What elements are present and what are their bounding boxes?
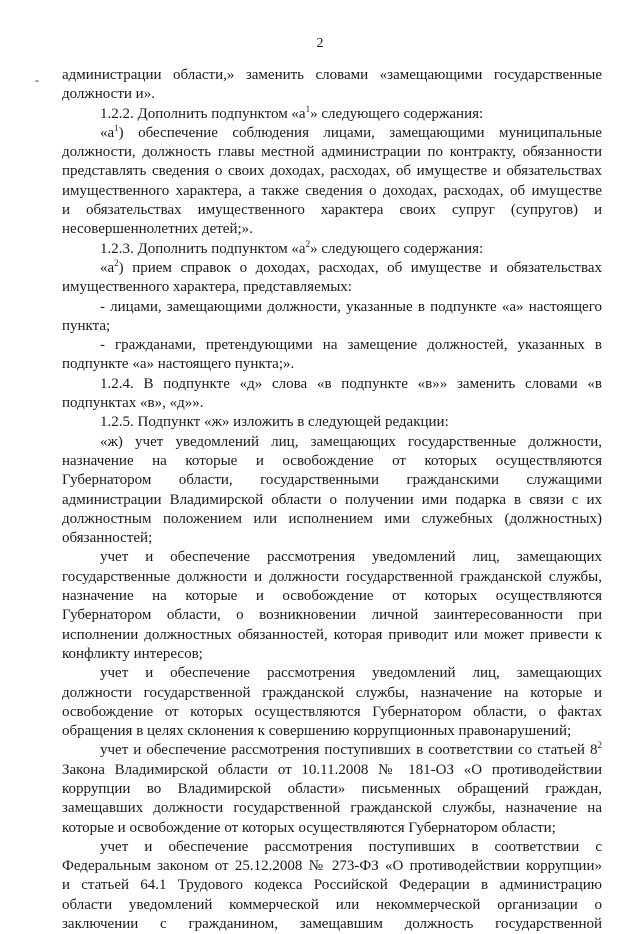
document-body [62,66,602,934]
text-line: - лицами, замещающими должности, указанные в подпункте «а» настоящего [100,298,602,315]
text-line: администрации области,» заменить словами «замещающими государственные [62,67,602,83]
text-line: представлять сведения о своих доходах, расходах, об имуществе и обязательствах [62,163,602,180]
text-line: должности, должность главы местной администрации по контракту, обязанности [62,144,602,161]
text-line: заключении с гражданином, замещавшим должность государственной [62,916,602,933]
text-line: должности и». [62,86,155,103]
text-line: Закона Владимирской области от 10.11.2008 № 181-ОЗ «О противодействии [62,761,602,778]
text-line: учет и обеспечение рассмотрения поступивших в соответствии с [100,838,602,855]
text-line: Губернатором области, государственными гражданскими служащими [62,472,602,489]
margin-mark: - [35,73,39,87]
text-line: обращения в целях склонения к совершению коррупционных правонарушений; [62,723,572,740]
text-line: пункта; [62,317,111,334]
text-line: учет и обеспечение рассмотрения уведомлений лиц, замещающих [100,665,602,682]
text-line: 1.2.3. Дополнить подпунктом «$а^2$» следующего содержания: [100,238,484,257]
text-line: - гражданами, претендующими на замещение должностей, указанных в [100,337,602,354]
text-line: подпунктах «в», «д»». [62,395,204,412]
text-line: 1.2.2. Дополнить подпунктом «$а^1$» следующего содержания: [100,103,484,122]
text-line: государственные должности и должности государственной гражданской службы, [62,568,602,585]
text-line: замещавших должности государственной гражданской службы, назначение на [62,800,602,817]
text-line: назначение на которые и освобождение от которых осуществляются [62,588,602,605]
page-number: 2 [316,36,324,51]
text-line: администрации Владимирской области о получении ими подарка в связи с их [62,491,602,508]
text-line: и обязательствах имущественного характера своих супруг (супругов) и [62,202,602,219]
text-line: «$а^2$) прием справок о доходах, расходах, об имуществе и обязательствах [100,257,602,276]
text-line: области уведомлений коммерческой или некоммерческой организации о [62,896,602,913]
text-line: «$а^1$) обеспечение соблюдения лицами, замещающими муниципальные [100,122,602,141]
text-line: Федеральным законом от 25.12.2008 № 273-ФЗ «О противодействии коррупции» [62,858,602,875]
text-line: учет и обеспечение рассмотрения уведомлений лиц, замещающих [100,549,602,566]
text-line: обязанностей; [62,530,153,547]
text-line: 1.2.4. В подпункте «д» слова «в подпункте «в»» заменить словами «в [100,375,602,392]
text-line: имущественного характера, представляемых: [62,279,352,296]
text-line: конфликту интересов; [62,645,203,662]
text-line: коррупции во Владимирской области» письменных обращений граждан, [62,780,602,797]
text-line: должностным положением или исполнением ими служебных (должностных) [62,510,602,527]
text-line: освобождение от которых осуществляются Губернатором области, о фактах [62,703,602,720]
text-line: и статьей 64.1 Трудового кодекса Российской Федерации в администрацию [62,877,602,894]
text-line: должности государственной гражданской службы, назначение на которые и [62,684,602,701]
text-line: которые и освобождение от которых осуществляются Губернатором области; [62,819,556,836]
text-line: подпункте «а» настоящего пункта;». [62,356,295,373]
text-line: 1.2.5. Подпункт «ж» изложить в следующей редакции: [100,414,449,431]
text-line: исполнении должностных обязанностей, которая приводит или может привести к [62,626,602,643]
text-line: несовершеннолетних детей;». [62,221,253,238]
text-line: назначение на которые и освобождение от которых осуществляются [62,452,602,469]
text-line: «ж) учет уведомлений лиц, замещающих государственные должности, [100,433,602,450]
text-line: учет и обеспечение рассмотрения поступивших в соответствии со статьей $8^2$ [100,740,602,759]
text-line: Губернатором области, о возникновении личной заинтересованности при [62,607,602,624]
text-line: имущественного характера, а также сведения о доходах, расходах, об имуществе [62,182,602,199]
